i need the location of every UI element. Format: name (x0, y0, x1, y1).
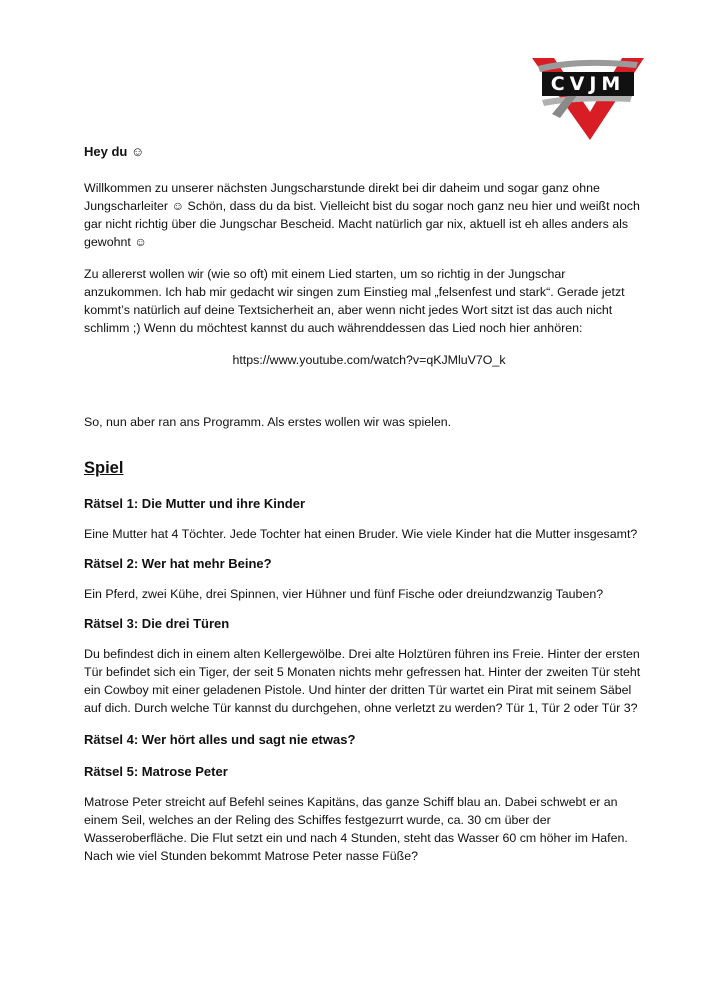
cvjm-logo (532, 50, 644, 142)
riddle-3-title: Rätsel 3: Die drei Türen (84, 616, 230, 631)
riddle-1-title: Rätsel 1: Die Mutter und ihre Kinder (84, 496, 306, 511)
spacer (84, 369, 644, 413)
riddle-2-title: Rätsel 2: Wer hat mehr Beine? (84, 556, 272, 571)
intro-paragraph: Willkommen zu unserer nächsten Jungscharstunde direkt bei dir daheim und sogar ganz ohne Jungscharleiter ☺ Schön, dass du da bist. Vielleicht bist du sogar noch ganz neu hier und weißt noch gar nicht richtig über die Jungschar Bescheid. Macht natürlich gar nix, aktuell ist eh alles anders als gewohnt ☺ (84, 181, 640, 249)
greeting-heading: Hey du ☺ (84, 144, 145, 159)
riddle-2-text: Ein Pferd, zwei Kühe, drei Spinnen, vier Hühner und fünf Fische oder dreiundzwanzig Tauben? (84, 587, 604, 601)
document-body (84, 142, 644, 877)
song-paragraph: Zu allererst wollen wir (wie so oft) mit einem Lied starten, um so richtig in der Jungschar anzukommen. Ich hab mir gedacht wir singen zum Einstieg mal „felsenfest und stark“. Gerade jetzt kommt’s natürlich auf deine Textsicherheit an, aber wenn nicht jedes Wort sitzt ist das auch nicht schlimm ;) Wenn du möchtest kannst du auch währenddessen das Lied noch hier anhören: (84, 267, 625, 335)
riddle-3-text: Du befindest dich in einem alten Kellergewölbe. Drei alte Holztüren führen ins Freie. Hinter der ersten Tür befindet sich ein Tiger, der seit 5 Monaten nichts mehr gefressen hat. Hinter der zweiten Tür steht ein Cowboy mit einer geladenen Pistole. Und hinter der dritten Tür wartet ein Pirat mit seinem Säbel auf dich. Durch welche Tür kannst du durchgehen, ohne verletzt zu werden? Tür 1, Tür 2 oder Tür 3? (84, 647, 641, 715)
section-title-spiel: Spiel (84, 459, 124, 477)
riddle-4-title: Rätsel 4: Wer hört alles und sagt nie etwas? (84, 732, 356, 747)
youtube-link[interactable]: https://www.youtube.com/watch?v=qKJMluV7O_k (232, 353, 506, 367)
riddle-5-text: Matrose Peter streicht auf Befehl seines Kapitäns, das ganze Schiff blau an. Dabei schwebt er an einem Seil, welches an der Reling des Schiffes festgezurrt wurde, ca. 30 cm über der Wasseroberfläche. Die Flut setzt ein und nach 4 Stunden, steht das Wasser 60 cm höher im Hafen. Nach wie viel Stunden bekommt Matrose Peter nasse Füße? (84, 795, 628, 863)
riddle-1-text: Eine Mutter hat 4 Töchter. Jede Tochter hat einen Bruder. Wie viele Kinder hat die Mutter insgesamt? (84, 527, 638, 541)
transition-paragraph: So, nun aber ran ans Programm. Als erstes wollen wir was spielen. (84, 415, 452, 429)
cvjm-logo-text: CVJM (550, 73, 626, 95)
riddle-5-title: Rätsel 5: Matrose Peter (84, 764, 228, 779)
cvjm-logo-graphic (532, 50, 644, 142)
